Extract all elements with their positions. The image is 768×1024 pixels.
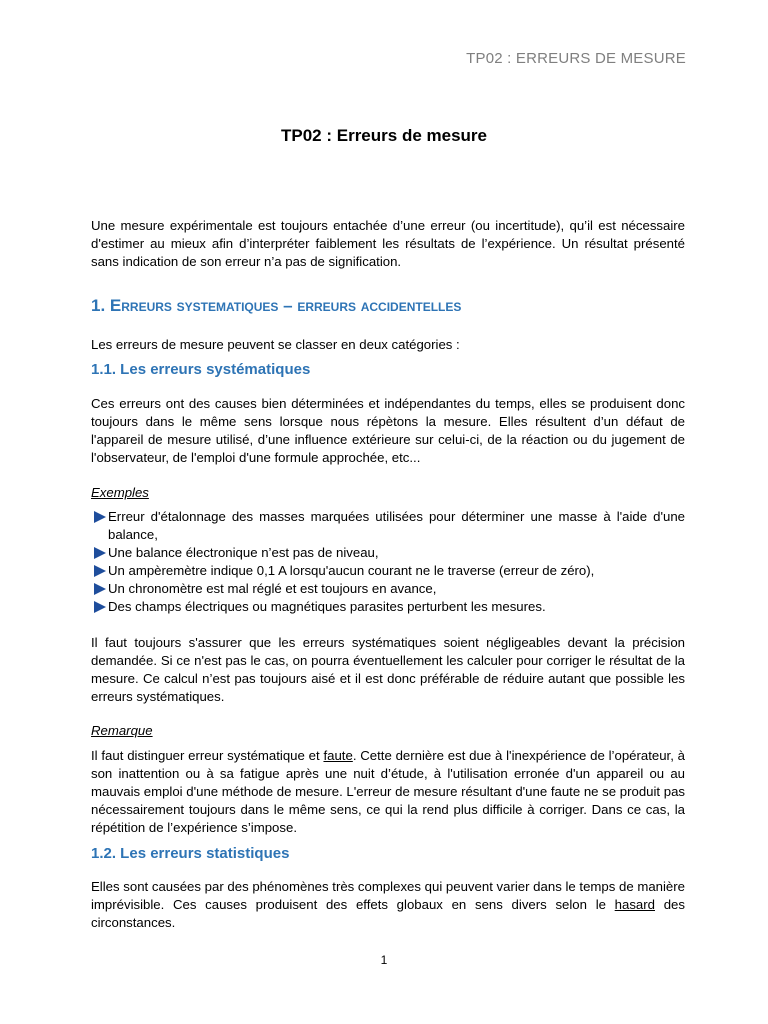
section-1-1-text: Ces erreurs ont des causes bien déterminées et indépendantes du temps, elles se produisent donc toujours dans le même sens lorsque nous répètons la mesure. Elles résultent d’un défaut de l'appareil de mesure utilisé, d’une influence extérieure sur celui-ci, de la réaction ou du jugement de l'observateur, de l'emploi d'une formule approchée, etc... (91, 396, 685, 465)
arrow-bullet-icon (94, 583, 106, 595)
section-1-heading: 1. Erreurs systematiques – erreurs accidentelles (91, 296, 462, 315)
list-item: Des champs électriques ou magnétiques parasites perturbent les mesures. (91, 598, 685, 616)
arrow-bullet-icon (94, 565, 106, 577)
section-1-2-heading: 1.2. Les erreurs statistiques (91, 845, 290, 862)
arrow-bullet-icon (94, 601, 106, 613)
page-number: 1 (380, 953, 388, 967)
remark-paragraph (91, 747, 685, 837)
list-item: Un ampèremètre indique 0,1 A lorsqu'aucun courant ne le traverse (erreur de zéro), (91, 562, 685, 580)
document-title: TP02 : Erreurs de mesure (281, 126, 487, 145)
list-item: Une balance électronique n’est pas de niveau, (91, 544, 685, 562)
remark-text: Il faut distinguer erreur systématique et faute. Cette dernière est due à l'inexpérience de l’opérateur, à son inattention ou à sa fatigue après une nuit d’étude, à l'utilisation erronée d'un appareil ou au mauvais emploi d'une méthode de mesure. L'erreur de mesure résultant d'une faute ne se produit pas nécessairement toujours dans le même sens, ce qui la rend plus difficile à corriger. Dans ce cas, la répétition de l’expérience s’impose. (91, 748, 686, 835)
intro-paragraph (91, 217, 685, 271)
section-1-1-conclusion (91, 634, 685, 706)
faute-underlined: faute (323, 748, 353, 763)
intro-text: Une mesure expérimentale est toujours entachée d’une erreur (ou incertitude), qu’il est nécessaire d'estimer au mieux afin d’interpréter faiblement les résultats de l’expérience. Un résultat présenté sans indication de son erreur n’a pas de signification. (91, 218, 685, 269)
section-1-1-body (91, 395, 685, 467)
examples-list (91, 508, 685, 616)
running-header: TP02 : ERREURS DE MESURE (466, 50, 686, 67)
examples-label-block (91, 484, 685, 502)
section-1-2-text: Elles sont causées par des phénomènes très complexes qui peuvent varier dans le temps de manière imprévisible. Ces causes produisent des effets globaux en sens divers selon le hasard des circonstances. (91, 879, 685, 930)
list-item: Erreur d'étalonnage des masses marquées utilisées pour déterminer une masse à l'aide d'une balance, (91, 508, 685, 544)
section-1-2-body (91, 878, 685, 932)
remark-label: Remarque (91, 723, 153, 738)
conclusion-text: Il faut toujours s'assurer que les erreurs systématiques soient négligeables devant la précision demandée. Si ce n'est pas le cas, on pourra éventuellement les calculer pour corriger le résultat de la mesure. Ce calcul n’est pas toujours aisé et il est donc préférable de réduire autant que possible les erreurs systématiques. (91, 635, 685, 704)
hasard-underlined: hasard (614, 897, 655, 912)
arrow-bullet-icon (94, 511, 106, 523)
examples-label: Exemples (91, 485, 149, 500)
section-1-1-heading: 1.1. Les erreurs systématiques (91, 361, 311, 378)
list-item: Un chronomètre est mal réglé et est toujours en avance, (91, 580, 685, 598)
arrow-bullet-icon (94, 547, 106, 559)
section-1-intro-text: Les erreurs de mesure peuvent se classer en deux catégories : (91, 337, 460, 352)
section-1-intro (91, 336, 685, 354)
remark-label-block (91, 722, 685, 740)
